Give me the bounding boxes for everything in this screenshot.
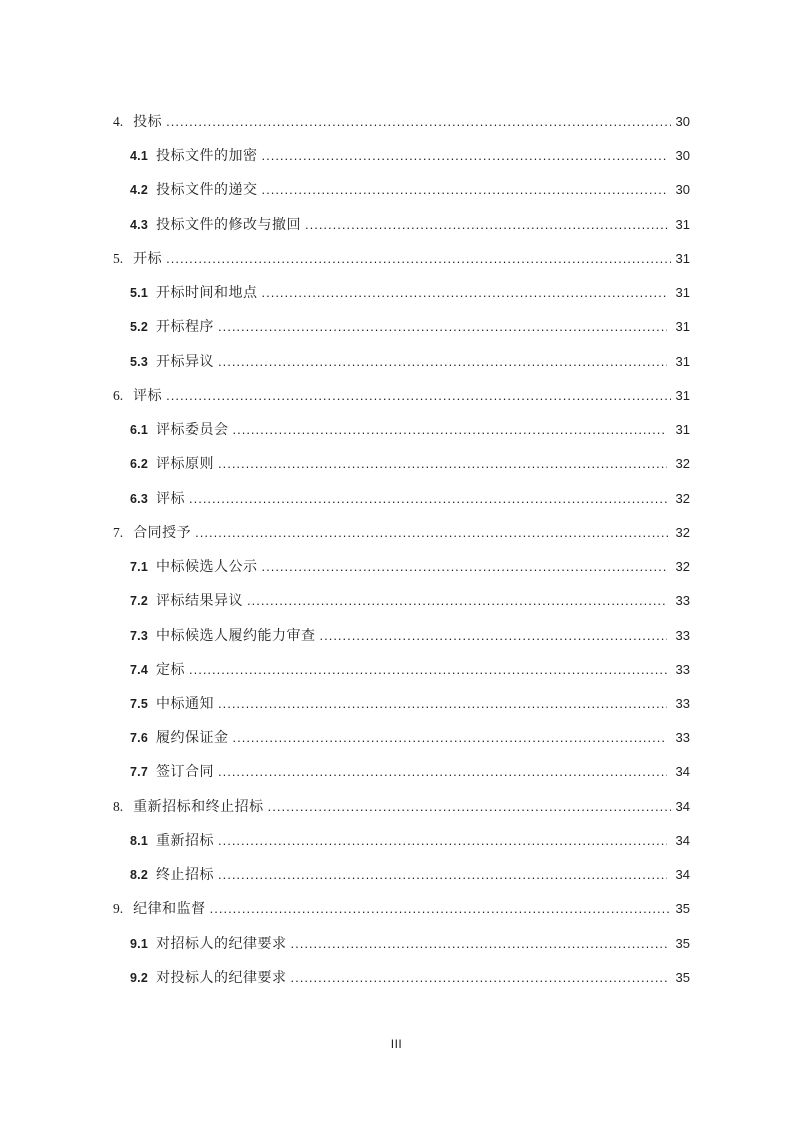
toc-entry-title: 投标文件的加密: [155, 149, 258, 165]
toc-entry-page: 31: [675, 319, 690, 335]
toc-entry: [113, 379, 690, 413]
toc-leader-dots: [261, 173, 667, 207]
toc-entry-number: 9.2: [130, 970, 148, 985]
toc-entry-page: 30: [675, 148, 690, 164]
toc-entry: [113, 619, 690, 653]
toc-entry-page: 31: [675, 216, 690, 232]
toc-entry-page: 30: [675, 182, 690, 198]
toc-entry-number: 9.: [113, 901, 124, 917]
toc-entry: [113, 687, 690, 721]
toc-entry-number: 7.4: [130, 662, 148, 677]
toc-list: [113, 105, 690, 995]
toc-entry-page: 34: [675, 798, 690, 814]
toc-entry: [113, 721, 690, 755]
toc-entry-title: 开标: [133, 251, 163, 267]
toc-entry: [113, 208, 690, 242]
toc-entry: [113, 242, 690, 276]
toc-entry-page: 32: [675, 490, 690, 506]
toc-entry-page: 34: [675, 764, 690, 780]
toc-entry-number: 7.6: [130, 731, 148, 746]
toc-entry-page: 35: [675, 935, 690, 951]
toc-leader-dots: [290, 927, 667, 961]
toc-leader-dots: [166, 105, 671, 139]
toc-entry-title: 评标: [155, 491, 185, 507]
toc-entry-page: 33: [675, 695, 690, 711]
toc-entry: [113, 755, 690, 789]
toc-entry-title: 开标异议: [155, 354, 214, 370]
toc-entry-title: 中标候选人公示: [155, 560, 258, 576]
toc-entry-title: 中标候选人履约能力审查: [155, 628, 316, 644]
toc-entry-title: 评标原则: [155, 457, 214, 473]
toc-entry-number: 7.1: [130, 560, 148, 575]
toc-entry-page: 31: [675, 387, 690, 403]
toc-entry-page: 34: [675, 867, 690, 883]
toc-entry: [113, 824, 690, 858]
toc-entry-title: 评标结果异议: [155, 594, 243, 610]
toc-entry-title: 投标文件的递交: [155, 183, 258, 199]
toc-entry: [113, 173, 690, 207]
toc-entry-title: 评标委员会: [155, 423, 229, 439]
toc-entry-title: 投标文件的修改与撤回: [155, 217, 301, 233]
toc-leader-dots: [218, 310, 667, 344]
toc-entry: [113, 139, 690, 173]
toc-entry-number: 7.5: [130, 696, 148, 711]
toc-entry: [113, 892, 690, 926]
toc-entry: [113, 961, 690, 995]
toc-leader-dots: [166, 379, 671, 413]
toc-entry-number: 6.: [113, 387, 124, 403]
toc-entry-title: 签订合同: [155, 765, 214, 781]
toc-entry-page: 33: [675, 593, 690, 609]
toc-entry-number: 8.: [113, 798, 124, 814]
toc-entry-title: 重新招标: [155, 833, 214, 849]
toc-entry: [113, 482, 690, 516]
toc-leader-dots: [195, 516, 671, 550]
toc-leader-dots: [268, 790, 671, 824]
toc-leader-dots: [261, 276, 667, 310]
toc-entry-title: 投标: [133, 115, 163, 130]
toc-leader-dots: [261, 139, 667, 173]
toc-entry-title: 终止招标: [155, 868, 214, 884]
toc-entry: [113, 413, 690, 447]
toc-leader-dots: [218, 345, 667, 379]
toc-entry-number: 5.: [113, 250, 124, 266]
toc-entry-title: 开标时间和地点: [155, 286, 258, 302]
toc-entry-number: 6.1: [130, 423, 148, 438]
toc-entry: [113, 927, 690, 961]
toc-entry-page: 35: [675, 901, 690, 917]
toc-entry-title: 定标: [155, 662, 185, 678]
toc-entry-title: 重新招标和终止招标: [133, 799, 264, 815]
toc-leader-dots: [247, 584, 667, 618]
toc-entry-page: 35: [675, 969, 690, 985]
toc-entry-number: 4.1: [130, 149, 148, 164]
toc-entry-number: 4.2: [130, 183, 148, 198]
toc-entry-number: 9.1: [130, 936, 148, 951]
toc-entry: [113, 447, 690, 481]
toc-entry-page: 32: [675, 559, 690, 575]
toc-entry-page: 30: [675, 114, 690, 129]
page-footer: [0, 1036, 793, 1052]
toc-entry-number: 5.1: [130, 286, 148, 301]
toc-leader-dots: [305, 208, 667, 242]
toc-entry: [113, 584, 690, 618]
toc-entry-page: 33: [675, 730, 690, 746]
toc-leader-dots: [218, 858, 667, 892]
toc-entry: [113, 653, 690, 687]
toc-leader-dots: [232, 413, 667, 447]
toc-entry: [113, 105, 690, 139]
toc-entry-page: 32: [675, 456, 690, 472]
toc-entry-number: 7.3: [130, 628, 148, 643]
toc-entry-title: 纪律和监督: [133, 902, 206, 918]
toc-entry: [113, 310, 690, 344]
toc-entry-page: 33: [675, 661, 690, 677]
toc-entry-number: 5.2: [130, 320, 148, 335]
toc-entry-number: 4.3: [130, 217, 148, 232]
toc-leader-dots: [210, 892, 671, 926]
toc-leader-dots: [166, 242, 671, 276]
toc-entry-title: 合同授予: [133, 525, 192, 541]
toc-entry-number: 8.1: [130, 833, 148, 848]
toc-entry: [113, 790, 690, 824]
footer-page-number: III: [390, 1037, 403, 1051]
toc-entry: [113, 858, 690, 892]
toc-entry-page: 33: [675, 627, 690, 643]
toc-entry: [113, 550, 690, 584]
toc-entry-page: 31: [675, 285, 690, 301]
toc-entry-number: 5.3: [130, 354, 148, 369]
toc-entry-page: 31: [675, 250, 690, 266]
toc-entry-number: 7.: [113, 524, 124, 540]
toc-leader-dots: [261, 550, 667, 584]
toc-entry-number: 7.2: [130, 594, 148, 609]
toc-entry-title: 开标程序: [155, 320, 214, 336]
toc-entry-title: 对招标人的纪律要求: [155, 936, 287, 952]
toc-leader-dots: [189, 482, 667, 516]
toc-entry-title: 中标通知: [155, 696, 214, 712]
toc-leader-dots: [218, 687, 667, 721]
toc-entry-number: 6.3: [130, 491, 148, 506]
toc-entry: [113, 276, 690, 310]
toc-leader-dots: [189, 653, 667, 687]
toc-leader-dots: [218, 755, 667, 789]
toc-entry-page: 32: [675, 524, 690, 540]
toc-entry-title: 对投标人的纪律要求: [155, 970, 287, 986]
toc-entry-title: 履约保证金: [155, 731, 229, 747]
toc-entry-number: 8.2: [130, 868, 148, 883]
toc-leader-dots: [319, 619, 667, 653]
toc-leader-dots: [218, 824, 667, 858]
toc-entry-page: 31: [675, 422, 690, 438]
toc-entry-number: 7.7: [130, 765, 148, 780]
toc-entry-title: 评标: [133, 388, 163, 404]
toc-entry: [113, 516, 690, 550]
toc-entry-number: 4.: [113, 114, 124, 129]
toc-leader-dots: [232, 721, 667, 755]
toc-entry: [113, 345, 690, 379]
toc-entry-page: 34: [675, 832, 690, 848]
toc-leader-dots: [290, 961, 667, 995]
toc-leader-dots: [218, 447, 667, 481]
toc-entry-number: 6.2: [130, 457, 148, 472]
toc-entry-page: 31: [675, 353, 690, 369]
